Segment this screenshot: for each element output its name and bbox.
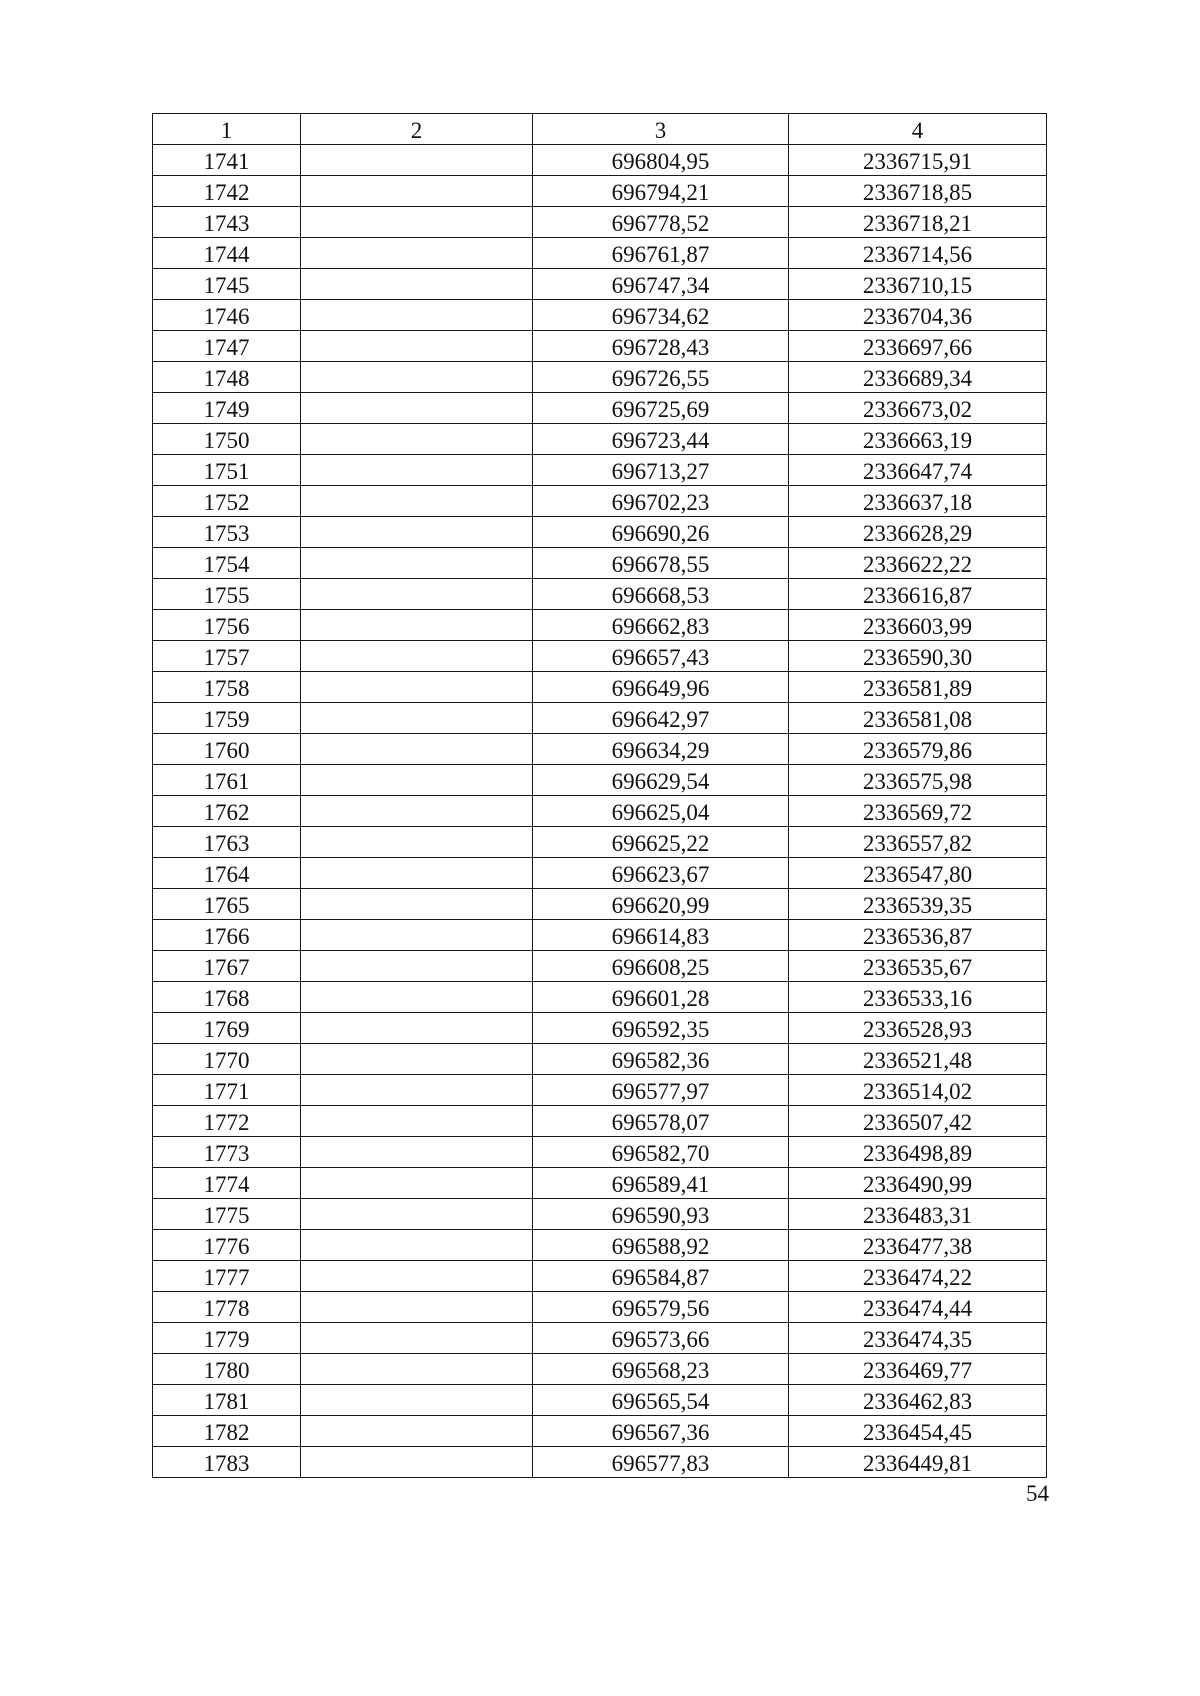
- cell-col3: 696568,23: [533, 1354, 789, 1385]
- cell-col2: [301, 1416, 533, 1447]
- table-row: [153, 548, 1047, 579]
- cell-col2: [301, 827, 533, 858]
- cell-col3: 696662,83: [533, 610, 789, 641]
- cell-col1: 1743: [153, 207, 301, 238]
- cell-col4: 2336514,02: [789, 1075, 1047, 1106]
- cell-col3: 696761,87: [533, 238, 789, 269]
- cell-col1: 1766: [153, 920, 301, 951]
- cell-col4: 2336536,87: [789, 920, 1047, 951]
- cell-col4: 2336533,16: [789, 982, 1047, 1013]
- table-row: [153, 486, 1047, 517]
- cell-col1: 1757: [153, 641, 301, 672]
- cell-col2: [301, 269, 533, 300]
- cell-col4: 2336622,22: [789, 548, 1047, 579]
- cell-col3: 696620,99: [533, 889, 789, 920]
- cell-col3: 696747,34: [533, 269, 789, 300]
- cell-col4: 2336474,35: [789, 1323, 1047, 1354]
- cell-col4: 2336616,87: [789, 579, 1047, 610]
- cell-col2: [301, 1354, 533, 1385]
- table-row: [153, 672, 1047, 703]
- cell-col4: 2336575,98: [789, 765, 1047, 796]
- cell-col2: [301, 610, 533, 641]
- cell-col3: 696601,28: [533, 982, 789, 1013]
- cell-col2: [301, 796, 533, 827]
- table-row: [153, 1261, 1047, 1292]
- cell-col2: [301, 424, 533, 455]
- cell-col2: [301, 1168, 533, 1199]
- cell-col3: 696649,96: [533, 672, 789, 703]
- cell-col3: 696726,55: [533, 362, 789, 393]
- table-row: [153, 1416, 1047, 1447]
- table-row: [153, 858, 1047, 889]
- table-row: [153, 982, 1047, 1013]
- cell-col1: 1747: [153, 331, 301, 362]
- cell-col4: 2336507,42: [789, 1106, 1047, 1137]
- cell-col3: 696634,29: [533, 734, 789, 765]
- cell-col1: 1781: [153, 1385, 301, 1416]
- cell-col4: 2336474,22: [789, 1261, 1047, 1292]
- cell-col4: 2336718,85: [789, 176, 1047, 207]
- cell-col4: 2336557,82: [789, 827, 1047, 858]
- cell-col2: [301, 1075, 533, 1106]
- cell-col4: 2336704,36: [789, 300, 1047, 331]
- cell-col2: [301, 1385, 533, 1416]
- cell-col2: [301, 331, 533, 362]
- cell-col4: 2336539,35: [789, 889, 1047, 920]
- cell-col2: [301, 579, 533, 610]
- table-row: [153, 424, 1047, 455]
- table-row: [153, 1199, 1047, 1230]
- cell-col4: 2336521,48: [789, 1044, 1047, 1075]
- cell-col2: [301, 362, 533, 393]
- cell-col1: 1776: [153, 1230, 301, 1261]
- cell-col1: 1775: [153, 1199, 301, 1230]
- table-row: [153, 517, 1047, 548]
- cell-col2: [301, 1323, 533, 1354]
- cell-col4: 2336714,56: [789, 238, 1047, 269]
- table-row: [153, 796, 1047, 827]
- table-row: [153, 300, 1047, 331]
- cell-col2: [301, 982, 533, 1013]
- cell-col2: [301, 889, 533, 920]
- table-row: [153, 1044, 1047, 1075]
- cell-col3: 696723,44: [533, 424, 789, 455]
- table-row: [153, 145, 1047, 176]
- cell-col1: 1745: [153, 269, 301, 300]
- table-row: [153, 1385, 1047, 1416]
- cell-col1: 1769: [153, 1013, 301, 1044]
- cell-col1: 1748: [153, 362, 301, 393]
- table-row: [153, 1354, 1047, 1385]
- cell-col2: [301, 300, 533, 331]
- cell-col3: 696578,07: [533, 1106, 789, 1137]
- cell-col4: 2336569,72: [789, 796, 1047, 827]
- cell-col2: [301, 765, 533, 796]
- column-header: 3: [533, 114, 789, 145]
- cell-col4: 2336498,89: [789, 1137, 1047, 1168]
- cell-col3: 696625,04: [533, 796, 789, 827]
- cell-col1: 1777: [153, 1261, 301, 1292]
- cell-col4: 2336449,81: [789, 1447, 1047, 1478]
- table-row: [153, 1168, 1047, 1199]
- cell-col3: 696728,43: [533, 331, 789, 362]
- table-body: [153, 145, 1047, 1478]
- cell-col3: 696668,53: [533, 579, 789, 610]
- cell-col1: 1741: [153, 145, 301, 176]
- cell-col3: 696625,22: [533, 827, 789, 858]
- cell-col1: 1771: [153, 1075, 301, 1106]
- cell-col2: [301, 393, 533, 424]
- cell-col2: [301, 920, 533, 951]
- column-header: 1: [153, 114, 301, 145]
- cell-col2: [301, 1447, 533, 1478]
- cell-col2: [301, 672, 533, 703]
- table-row: [153, 238, 1047, 269]
- cell-col3: 696577,97: [533, 1075, 789, 1106]
- cell-col1: 1764: [153, 858, 301, 889]
- cell-col2: [301, 1292, 533, 1323]
- cell-col2: [301, 641, 533, 672]
- cell-col1: 1753: [153, 517, 301, 548]
- table-row: [153, 827, 1047, 858]
- table-row: [153, 176, 1047, 207]
- cell-col1: 1772: [153, 1106, 301, 1137]
- table-row: [153, 951, 1047, 982]
- table-row: [153, 1075, 1047, 1106]
- table-row: [153, 765, 1047, 796]
- table-row: [153, 455, 1047, 486]
- cell-col1: 1765: [153, 889, 301, 920]
- cell-col3: 696794,21: [533, 176, 789, 207]
- cell-col4: 2336581,08: [789, 703, 1047, 734]
- table-row: [153, 889, 1047, 920]
- cell-col3: 696702,23: [533, 486, 789, 517]
- cell-col3: 696589,41: [533, 1168, 789, 1199]
- cell-col3: 696642,97: [533, 703, 789, 734]
- cell-col3: 696713,27: [533, 455, 789, 486]
- cell-col4: 2336647,74: [789, 455, 1047, 486]
- cell-col2: [301, 951, 533, 982]
- cell-col4: 2336462,83: [789, 1385, 1047, 1416]
- table-row: [153, 1230, 1047, 1261]
- cell-col1: 1749: [153, 393, 301, 424]
- cell-col1: 1782: [153, 1416, 301, 1447]
- cell-col2: [301, 176, 533, 207]
- cell-col4: 2336483,31: [789, 1199, 1047, 1230]
- cell-col2: [301, 1013, 533, 1044]
- table-row: [153, 579, 1047, 610]
- table-row: [153, 641, 1047, 672]
- cell-col2: [301, 1137, 533, 1168]
- cell-col1: 1756: [153, 610, 301, 641]
- cell-col1: 1759: [153, 703, 301, 734]
- cell-col4: 2336581,89: [789, 672, 1047, 703]
- table-row: [153, 1292, 1047, 1323]
- cell-col1: 1744: [153, 238, 301, 269]
- cell-col4: 2336603,99: [789, 610, 1047, 641]
- cell-col2: [301, 145, 533, 176]
- cell-col4: 2336715,91: [789, 145, 1047, 176]
- cell-col4: 2336528,93: [789, 1013, 1047, 1044]
- cell-col1: 1768: [153, 982, 301, 1013]
- table-row: [153, 734, 1047, 765]
- cell-col1: 1763: [153, 827, 301, 858]
- table-row: [153, 1447, 1047, 1478]
- cell-col4: 2336718,21: [789, 207, 1047, 238]
- cell-col1: 1778: [153, 1292, 301, 1323]
- table-row: [153, 1323, 1047, 1354]
- cell-col2: [301, 1261, 533, 1292]
- table-row: [153, 1137, 1047, 1168]
- table-row: [153, 703, 1047, 734]
- table-row: [153, 269, 1047, 300]
- cell-col4: 2336673,02: [789, 393, 1047, 424]
- cell-col2: [301, 1106, 533, 1137]
- cell-col2: [301, 1044, 533, 1075]
- cell-col4: 2336454,45: [789, 1416, 1047, 1447]
- cell-col2: [301, 455, 533, 486]
- cell-col1: 1761: [153, 765, 301, 796]
- cell-col1: 1783: [153, 1447, 301, 1478]
- cell-col4: 2336547,80: [789, 858, 1047, 889]
- cell-col3: 696725,69: [533, 393, 789, 424]
- cell-col3: 696567,36: [533, 1416, 789, 1447]
- cell-col3: 696623,67: [533, 858, 789, 889]
- cell-col3: 696778,52: [533, 207, 789, 238]
- cell-col3: 696592,35: [533, 1013, 789, 1044]
- cell-col1: 1742: [153, 176, 301, 207]
- cell-col1: 1774: [153, 1168, 301, 1199]
- column-header: 4: [789, 114, 1047, 145]
- cell-col1: 1770: [153, 1044, 301, 1075]
- cell-col3: 696608,25: [533, 951, 789, 982]
- cell-col4: 2336477,38: [789, 1230, 1047, 1261]
- cell-col3: 696565,54: [533, 1385, 789, 1416]
- cell-col1: 1773: [153, 1137, 301, 1168]
- cell-col1: 1752: [153, 486, 301, 517]
- cell-col4: 2336637,18: [789, 486, 1047, 517]
- table-row: [153, 331, 1047, 362]
- cell-col3: 696582,36: [533, 1044, 789, 1075]
- table-row: [153, 207, 1047, 238]
- cell-col1: 1760: [153, 734, 301, 765]
- cell-col4: 2336689,34: [789, 362, 1047, 393]
- cell-col4: 2336663,19: [789, 424, 1047, 455]
- cell-col1: 1751: [153, 455, 301, 486]
- table-row: [153, 1106, 1047, 1137]
- cell-col3: 696579,56: [533, 1292, 789, 1323]
- cell-col3: 696804,95: [533, 145, 789, 176]
- cell-col3: 696657,43: [533, 641, 789, 672]
- cell-col3: 696734,62: [533, 300, 789, 331]
- cell-col2: [301, 548, 533, 579]
- cell-col3: 696590,93: [533, 1199, 789, 1230]
- cell-col3: 696588,92: [533, 1230, 789, 1261]
- cell-col4: 2336579,86: [789, 734, 1047, 765]
- cell-col1: 1754: [153, 548, 301, 579]
- table-row: [153, 610, 1047, 641]
- cell-col3: 696584,87: [533, 1261, 789, 1292]
- cell-col1: 1750: [153, 424, 301, 455]
- cell-col4: 2336628,29: [789, 517, 1047, 548]
- cell-col2: [301, 1199, 533, 1230]
- cell-col2: [301, 703, 533, 734]
- table-row: [153, 393, 1047, 424]
- cell-col2: [301, 858, 533, 889]
- cell-col1: 1780: [153, 1354, 301, 1385]
- cell-col1: 1767: [153, 951, 301, 982]
- cell-col3: 696573,66: [533, 1323, 789, 1354]
- table-header-row: [153, 114, 1047, 145]
- cell-col4: 2336535,67: [789, 951, 1047, 982]
- cell-col4: 2336697,66: [789, 331, 1047, 362]
- cell-col2: [301, 734, 533, 765]
- cell-col3: 696614,83: [533, 920, 789, 951]
- cell-col1: 1755: [153, 579, 301, 610]
- column-header: 2: [301, 114, 533, 145]
- cell-col3: 696577,83: [533, 1447, 789, 1478]
- cell-col4: 2336710,15: [789, 269, 1047, 300]
- coordinate-table: [152, 113, 1047, 1478]
- cell-col2: [301, 517, 533, 548]
- cell-col4: 2336490,99: [789, 1168, 1047, 1199]
- page-number: 54: [1026, 1481, 1049, 1506]
- cell-col2: [301, 486, 533, 517]
- cell-col1: 1746: [153, 300, 301, 331]
- cell-col4: 2336590,30: [789, 641, 1047, 672]
- cell-col1: 1779: [153, 1323, 301, 1354]
- table-header: [153, 114, 1047, 145]
- table-row: [153, 920, 1047, 951]
- table-row: [153, 1013, 1047, 1044]
- cell-col2: [301, 207, 533, 238]
- cell-col1: 1762: [153, 796, 301, 827]
- cell-col2: [301, 238, 533, 269]
- cell-col2: [301, 1230, 533, 1261]
- cell-col4: 2336474,44: [789, 1292, 1047, 1323]
- cell-col3: 696629,54: [533, 765, 789, 796]
- cell-col4: 2336469,77: [789, 1354, 1047, 1385]
- table-row: [153, 362, 1047, 393]
- cell-col3: 696678,55: [533, 548, 789, 579]
- cell-col1: 1758: [153, 672, 301, 703]
- cell-col3: 696582,70: [533, 1137, 789, 1168]
- cell-col3: 696690,26: [533, 517, 789, 548]
